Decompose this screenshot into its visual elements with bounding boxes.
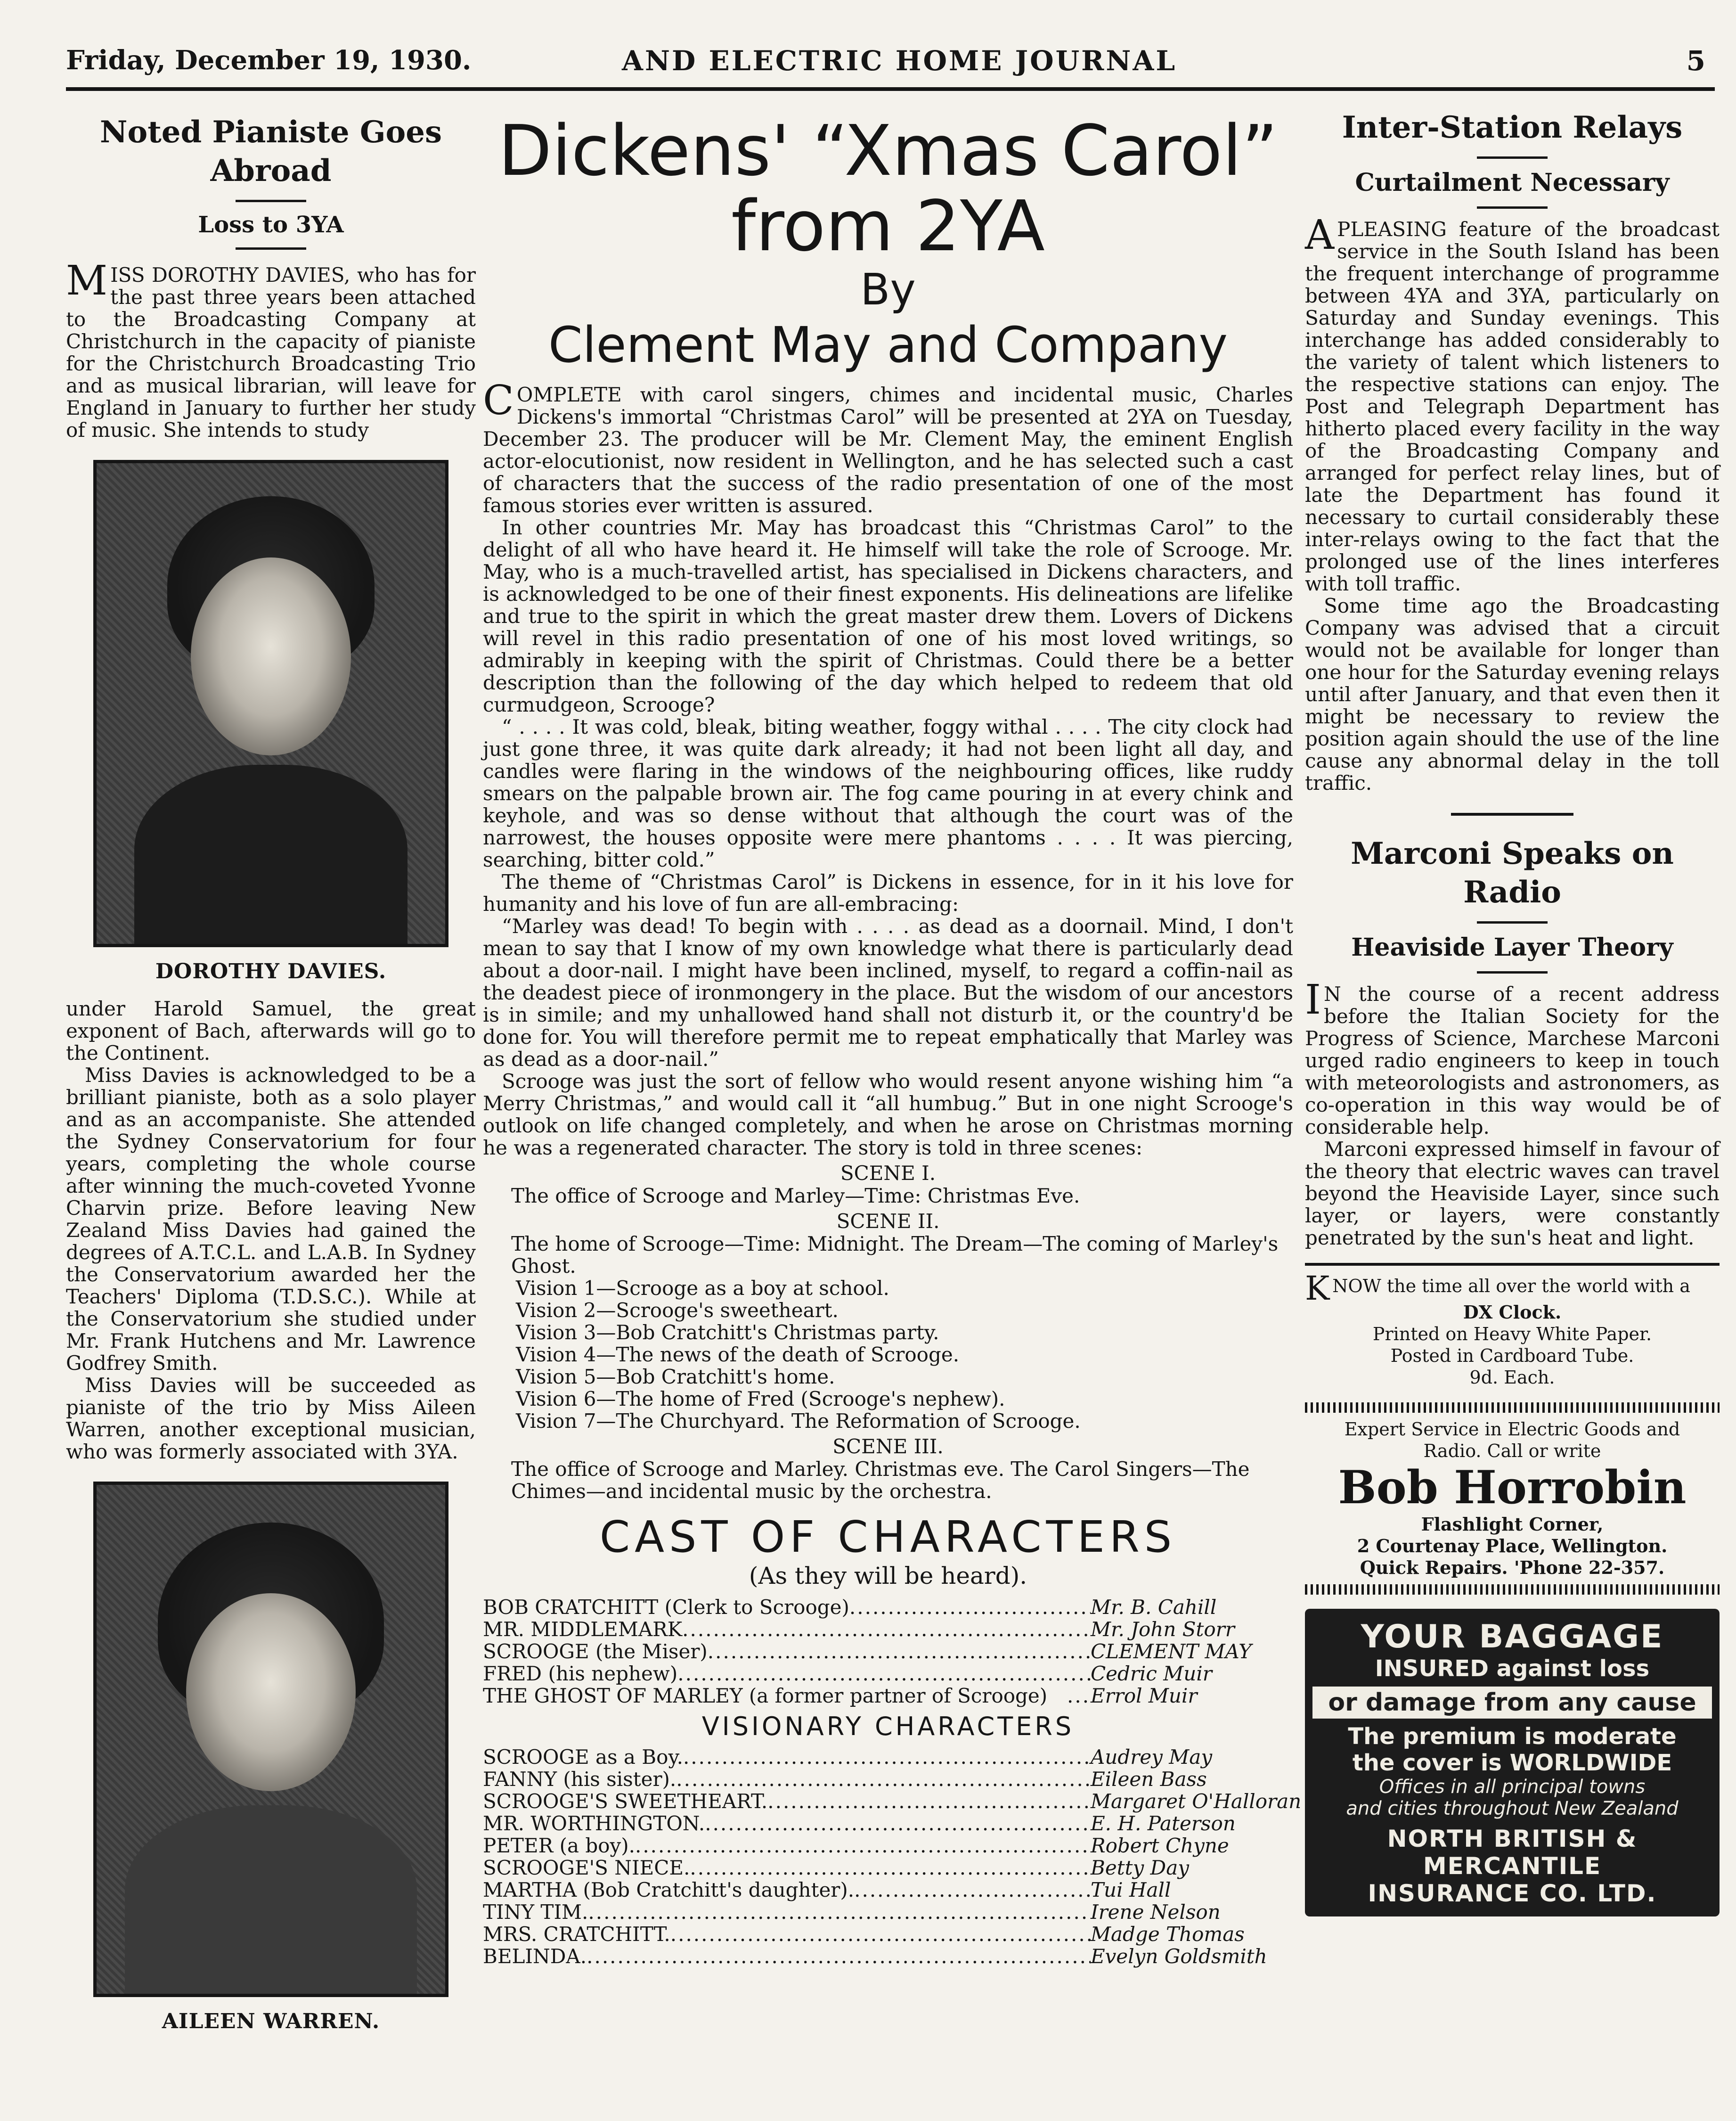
cast-actor: Robert Chyne [1091, 1834, 1229, 1857]
pianiste-para1: ISS DOROTHY DAVIES, who has for the past three years been attached to the Broadcasting Company at Christchurch in the capacity of pianiste for the Christchurch Broadcasting Trio and as musical librarian, will leave for England in January to further her study of music. She intends to study [66, 263, 476, 442]
pianiste-subhead: Loss to 3YA [198, 212, 344, 238]
marconi-article [1305, 976, 1720, 1249]
leader-dots [588, 1901, 1091, 1923]
horrobin-content [1305, 1413, 1720, 1584]
cast-row [483, 1834, 1293, 1857]
cast-role: SCROOGE (the Miser) [483, 1640, 708, 1663]
cast-row [483, 1945, 1293, 1967]
leader-dots [705, 1812, 1091, 1834]
right-column [1305, 99, 1720, 2088]
cast-role: MR. WORTHINGTON. [483, 1812, 705, 1835]
cast-actor: CLEMENT MAY [1091, 1640, 1252, 1663]
page-number: 5 [1686, 45, 1705, 77]
cast-actor: Audrey May [1091, 1745, 1213, 1769]
cast-actor: Irene Nelson [1091, 1900, 1221, 1924]
left-column [66, 108, 476, 2097]
horrobin-line3: 2 Courtenay Place, Wellington. [1357, 1535, 1668, 1556]
bag-line4a: The premium is moderate [1348, 1723, 1677, 1750]
cast-row [483, 1923, 1293, 1945]
dx-line1 [1305, 1269, 1720, 1308]
bag-line6a: NORTH BRITISH & MERCANTILE [1387, 1825, 1638, 1880]
cast-actor: Mr. B. Cahill [1091, 1596, 1217, 1619]
dx-line3: Printed on Heavy White Paper. [1372, 1324, 1652, 1344]
cast-role: BELINDA. [483, 1945, 587, 1968]
divider [1451, 813, 1573, 816]
cast-row [483, 1685, 1293, 1707]
photo-face [186, 1593, 356, 1791]
leader-dots [682, 1618, 1091, 1640]
photo-clothing [134, 765, 408, 947]
cast-row [483, 1879, 1293, 1901]
leader-dots [670, 1923, 1091, 1945]
carol-para4: The theme of “Christmas Carol” is Dickens in essence, for in it his love for humanity and his love of fun are all-embracing: [483, 870, 1293, 916]
leader-dots [676, 1768, 1091, 1790]
baggage-insurance-ad [1305, 1609, 1720, 1916]
cast-row [483, 1857, 1293, 1879]
cast-role: MR. MIDDLEMARK [483, 1618, 683, 1641]
dorothy-davies-photo [93, 460, 448, 947]
horrobin-line4: Quick Repairs. 'Phone 22-357. [1360, 1557, 1665, 1578]
vision-item: Vision 6—The home of Fred (Scrooge's nephew). [516, 1387, 1005, 1410]
carol-article [483, 377, 1293, 1159]
cast-role: FRED (his nephew) [483, 1662, 678, 1685]
dx-line2: DX Clock. [1463, 1302, 1562, 1323]
scene3-title: SCENE III. [832, 1435, 944, 1458]
scene1-text: The office of Scrooge and Marley—Time: Christmas Eve. [511, 1184, 1080, 1207]
dx-line5: 9d. Each. [1469, 1367, 1555, 1388]
dropcap: I [1305, 976, 1321, 1024]
leader-dots [708, 1640, 1091, 1662]
middle-column [483, 108, 1302, 2097]
cast-role: THE GHOST OF MARLEY (a former partner of Scrooge) [483, 1684, 1048, 1707]
carol-para1: OMPLETE with carol singers, chimes and incidental music, Charles Dickens's immortal “Christmas Carol” will be presented at 2YA on Tuesday, December 23. The producer will be Mr. Clement May, the eminent English actor-elocutionist, now resident in Wellington, and he has selected such a cast of characters that the success of the radio presentation of one of the most famous stories ever written is assured. [483, 383, 1293, 517]
divider [1477, 971, 1548, 974]
divider [1477, 921, 1548, 924]
ad-border-hatch [1305, 1584, 1720, 1595]
relays-article [1305, 212, 1720, 794]
marconi-para2: Marconi expressed himself in favour of the theory that electric waves can travel beyond the Heaviside Layer, since such layer, or layers, were constantly penetrated by the sun's heat and light. [1305, 1138, 1720, 1249]
horrobin-name: Bob Horrobin [1338, 1461, 1687, 1514]
photo-clothing [125, 1805, 417, 1994]
dropcap: C [483, 377, 514, 424]
dropcap: K [1305, 1269, 1330, 1308]
vision-item: Vision 2—Scrooge's sweetheart. [516, 1299, 839, 1322]
pianiste-body [66, 998, 476, 1463]
cast-row [483, 1662, 1293, 1685]
dropcap: A [1305, 212, 1335, 259]
marconi-headline: Marconi Speaks on Radio [1351, 836, 1674, 910]
cast-role: MRS. CRATCHITT. [483, 1923, 670, 1946]
cast-role: BOB CRATCHITT (Clerk to Scrooge) [483, 1596, 849, 1619]
vision-item: Vision 4—The news of the death of Scrooge. [516, 1343, 960, 1366]
cast-actor: Madge Thomas [1091, 1923, 1245, 1946]
cast-role: MARTHA (Bob Cratchitt's daughter). [483, 1878, 855, 1901]
dx-clock-ad [1305, 1263, 1720, 1388]
issue-date: Friday, December 19, 1930. [66, 45, 472, 76]
cast-role: TINY TIM. [483, 1900, 588, 1924]
leader-dots [677, 1662, 1091, 1685]
horrobin-line2: Flashlight Corner, [1421, 1514, 1604, 1535]
scene3-text: The office of Scrooge and Marley. Christmas eve. The Carol Singers—The Chimes—and incidental music by the orchestra. [511, 1458, 1250, 1503]
bag-line1: YOUR BAGGAGE [1361, 1618, 1664, 1655]
leader-dots [1067, 1685, 1091, 1707]
leader-dots [854, 1879, 1091, 1901]
cast-role: FANNY (his sister). [483, 1768, 676, 1791]
cast-row [483, 1790, 1302, 1813]
divider [236, 200, 306, 202]
dx-line1-text: NOW the time all over the world with a [1332, 1276, 1690, 1296]
cast-row [483, 1746, 1293, 1768]
relays-subhead: Curtailment Necessary [1355, 168, 1670, 197]
divider [1477, 156, 1548, 159]
cast-role: SCROOGE'S SWEETHEART. [483, 1790, 768, 1813]
pianiste-para3: Miss Davies is acknowledged to be a brilliant pianiste, both as a solo player and as an accompaniste. She attended the Sydney Conservatorium for four years, completing the whole course after winning the much-coveted Yvonne Charvin prize. Before leaving New Zealand Miss Davies had gained the degrees of A.T.C.L. and L.A.B. In Sydney the Conservatorium awarded her the Teachers' Diploma (T.D.S.C.). While at the Conservatorium she studied under Mr. Frank Hutchens and Mr. Lawrence Godfrey Smith. [66, 1064, 476, 1375]
pianiste-para2: under Harold Samuel, the great exponent of Bach, afterwards will go to the Continent. [66, 997, 476, 1065]
cast-row [483, 1618, 1293, 1640]
page-header [66, 45, 1715, 87]
cast-actor: Mr. John Storr [1091, 1618, 1235, 1641]
vision-item: Vision 5—Bob Cratchitt's home. [516, 1365, 835, 1388]
leader-dots [767, 1790, 1091, 1812]
cast-row [483, 1596, 1293, 1618]
photo1-caption: DOROTHY DAVIES. [155, 959, 387, 983]
leader-dots [849, 1596, 1091, 1618]
cast-row [483, 1640, 1293, 1662]
bag-line4b: the cover is WORLDWIDE [1352, 1750, 1672, 1776]
scene2-text: The home of Scrooge—Time: Midnight. The Dream—The coming of Marley's Ghost. [511, 1232, 1279, 1278]
bag-line3: or damage from any cause [1312, 1687, 1712, 1719]
leader-dots [635, 1834, 1091, 1857]
relays-para1: PLEASING feature of the broadcast service in the South Island has been the frequent interchange of programme between 4YA and 3YA, particularly on Saturday and Sunday evenings. This interchange has added considerably to the variety of talent which listeners to the respective stations can enjoy. The Post and Telegraph Department has hitherto placed every facility in the way of the Broadcasting Company and arranged for perfect relay lines, but of late the Department has found it necessary to curtail considerably these inter-relays owing to the fact that the prolonged use of the lines interferes with toll traffic. [1305, 218, 1720, 595]
cast-actor: E. H. Paterson [1091, 1812, 1236, 1835]
vision-item: Vision 7—The Churchyard. The Reformation of Scrooge. [516, 1409, 1081, 1433]
cast-subtitle: (As they will be heard). [749, 1562, 1027, 1589]
cast-row [483, 1812, 1293, 1834]
carol-by: By [860, 264, 916, 315]
pianiste-headline: Noted Pianiste Goes Abroad [100, 115, 442, 188]
cast-actor: Evelyn Goldsmith [1091, 1945, 1267, 1968]
cast-actor: Cedric Muir [1091, 1662, 1212, 1685]
aileen-warren-photo [93, 1482, 448, 1997]
relays-headline: Inter-Station Relays [1342, 110, 1683, 145]
cast-role: PETER (a boy). [483, 1834, 635, 1857]
carol-para6: Scrooge was just the sort of fellow who would resent anyone wishing him “a Merry Christmas,” and would call it “all humbug.” But in one night Scrooge's outlook on life changed completely, and when he arose on Christmas morning he was a regenerated character. The story is told in three scenes: [483, 1070, 1293, 1159]
photo2-caption: AILEEN WARREN. [162, 2009, 380, 2033]
vision-item: Vision 1—Scrooge as a boy at school. [516, 1277, 889, 1300]
marconi-para1: N the course of a recent address before the Italian Society for the Progress of Science, Marchese Marconi urged radio engineers to keep in touch with meteorologists and astronomers, as co-operation in this way would be of considerable help. [1305, 983, 1720, 1138]
horrobin-line1: Expert Service in Electric Goods and Radio. Call or write [1344, 1419, 1680, 1461]
bag-line5b: and cities throughout New Zealand [1346, 1798, 1679, 1819]
header-rule [66, 87, 1715, 91]
cast-actor: Betty Day [1091, 1856, 1189, 1879]
cast-role: SCROOGE as a Boy. [483, 1745, 683, 1769]
scene2-title: SCENE II. [836, 1210, 940, 1233]
bag-line2: INSURED against loss [1375, 1655, 1650, 1682]
carol-para5: “Marley was dead! To begin with . . . . as dead as a doornail. Mind, I don't mean to say that I know of my own knowledge what there is particularly dead about a door-nail. I might have been inclined, myself, to regard a coffin-nail as the deadest piece of ironmongery in the place. But the wisdom of our ancestors is in simile; and my unhallowed hand shall not disturb it, or the country'd be done for. You will therefore permit me to repeat emphatically that Marley was as dead as a door-nail.” [483, 915, 1293, 1071]
ad-border-hatch [1305, 1402, 1720, 1413]
bag-line6b: INSURANCE CO. LTD. [1368, 1880, 1657, 1907]
cast-actor: Margaret O'Halloran [1091, 1790, 1302, 1813]
leader-dots [587, 1945, 1091, 1967]
bag-line5a: Offices in all principal towns [1379, 1776, 1646, 1798]
dropcap: M [66, 257, 108, 304]
marconi-subhead: Heaviside Layer Theory [1351, 933, 1673, 962]
vision-item: Vision 3—Bob Cratchitt's Christmas party. [516, 1321, 939, 1344]
cast-actor: Eileen Bass [1091, 1768, 1207, 1791]
divider [236, 247, 306, 250]
cast-row [483, 1901, 1293, 1923]
photo-face [191, 557, 351, 755]
horrobin-ad [1305, 1402, 1720, 1595]
relays-para2: Some time ago the Broadcasting Company was advised that a circuit would not be available for longer than one hour for the Saturday evening relays until after January, and that even then it might be necessary to review the position again should the use of the line cause any abnormal delay in the toll traffic. [1305, 594, 1720, 794]
cast-role: SCROOGE'S NIECE. [483, 1856, 690, 1879]
cast-row [483, 1768, 1293, 1790]
visionary-title: VISIONARY CHARACTERS [701, 1712, 1075, 1741]
scene1-title: SCENE I. [840, 1162, 936, 1185]
cast-actor: Tui Hall [1091, 1878, 1171, 1901]
pianiste-para4: Miss Davies will be succeeded as pianiste of the trio by Miss Aileen Warren, another exceptional musician, who was formerly associated with 3YA. [66, 1374, 476, 1463]
carol-para2: In other countries Mr. May has broadcast this “Christmas Carol” to the delight of all who have heard it. He himself will take the role of Scrooge. Mr. May, who is a much-travelled artist, has specialised in Dickens characters, and is acknowledged to be one of their finest exponents. His delineations are lifelike and true to the spirit in which the great master drew them. Lovers of Dickens will revel in this radio presentation of one of his most loved writings, so admirably in keeping with the spirit of Christmas. Could there be a better description than the following of the day which helped to redeem that old curmudgeon, Scrooge? [483, 516, 1293, 716]
divider [1477, 206, 1548, 209]
leader-dots [690, 1857, 1091, 1879]
cast-title: CAST OF CHARACTERS [599, 1512, 1177, 1562]
journal-name: AND ELECTRIC HOME JOURNAL [622, 45, 1177, 77]
dx-line4: Posted in Cardboard Tube. [1390, 1345, 1634, 1366]
carol-para3: “ . . . . It was cold, bleak, biting weather, foggy withal . . . . The city clock had just gone three, it was quite dark already; it had not been light all day, and candles were flaring in the windows of the neighbouring offices, like ruddy smears on the palpable brown air. The fog came pouring in at every chink and keyhole, and was so dense without that although the court was of the narrowest, the houses opposite were mere phantoms . . . . It was piercing, searching, bitter cold.” [483, 715, 1293, 871]
carol-title: Dickens' “Xmas Carol” from 2YA [498, 110, 1278, 267]
cast-actor: Errol Muir [1091, 1684, 1198, 1707]
carol-company: Clement May and Company [548, 316, 1228, 374]
pianiste-intro [66, 257, 476, 442]
leader-dots [683, 1746, 1091, 1768]
